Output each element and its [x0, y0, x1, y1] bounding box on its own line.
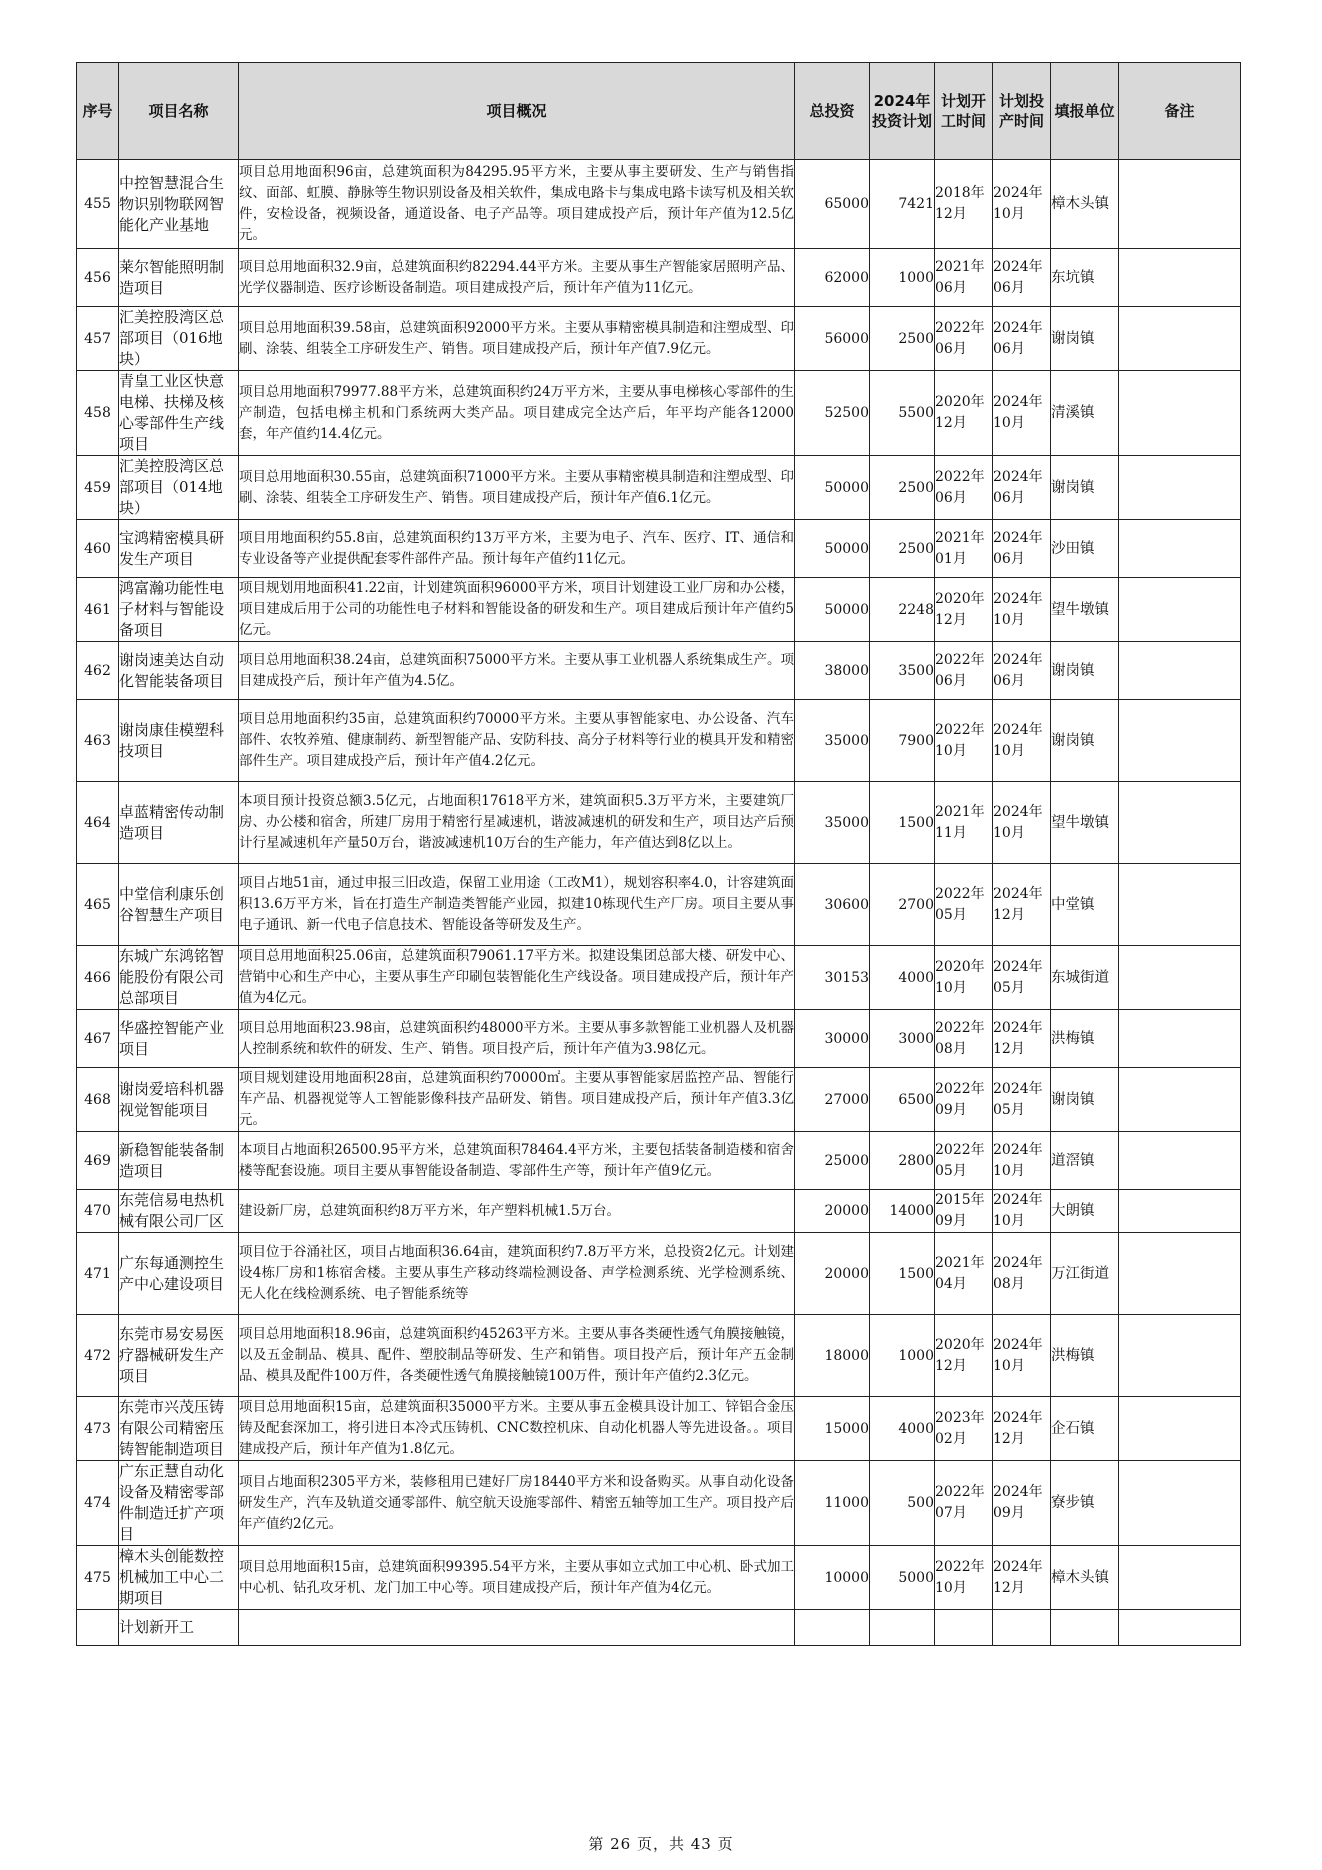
header-start: 计划开工时间 — [935, 63, 993, 160]
planned-start: 2022年10月 — [935, 700, 993, 782]
planned-production: 2024年06月 — [993, 307, 1051, 371]
total-investment: 56000 — [795, 307, 870, 371]
table-row — [77, 307, 1241, 371]
project-description: 项目占地51亩，通过申报三旧改造，保留工业用途（工改M1），规划容积率4.0，计容建筑面积13.6万平方米，旨在打造生产制造类智能产业园，拟建10栋现代生产厂房。项目主要从事电子通讯、新一代电子信息技术、智能设备等研发及生产。 — [239, 864, 795, 946]
remark — [1119, 1397, 1241, 1461]
planned-production: 2024年10月 — [993, 160, 1051, 249]
table-row — [77, 1461, 1241, 1546]
remark — [1119, 700, 1241, 782]
plan-2024: 1500 — [870, 1233, 935, 1315]
plan-2024: 7421 — [870, 160, 935, 249]
planned-production: 2024年05月 — [993, 1068, 1051, 1132]
reporting-unit: 谢岗镇 — [1051, 456, 1119, 520]
planned-production: 2024年12月 — [993, 1546, 1051, 1610]
row-seq: 459 — [77, 456, 119, 520]
reporting-unit: 清溪镇 — [1051, 371, 1119, 456]
planned-start: 2021年11月 — [935, 782, 993, 864]
plan-2024: 4000 — [870, 946, 935, 1010]
project-description: 项目总用地面积15亩，总建筑面积35000平方米。主要从事五金模具设计加工、锌铝合金压铸及配套深加工，将引进日本冷式压铸机、CNC数控机床、自动化机器人等先进设备。。项目建成投产后，预计年产值为1.8亿元。 — [239, 1397, 795, 1461]
planned-production: 2024年10月 — [993, 700, 1051, 782]
project-name: 东莞市兴茂压铸有限公司精密压铸智能制造项目 — [119, 1397, 239, 1461]
plan-2024: 2500 — [870, 456, 935, 520]
planned-production: 2024年10月 — [993, 782, 1051, 864]
planned-production: 2024年06月 — [993, 456, 1051, 520]
table-row — [77, 1190, 1241, 1233]
header-unit: 填报单位 — [1051, 63, 1119, 160]
plan-2024: 2800 — [870, 1132, 935, 1190]
table-row — [77, 700, 1241, 782]
reporting-unit: 东城街道 — [1051, 946, 1119, 1010]
project-name: 莱尔智能照明制造项目 — [119, 249, 239, 307]
remark — [1119, 520, 1241, 578]
remark — [1119, 1315, 1241, 1397]
table-row — [77, 1315, 1241, 1397]
reporting-unit: 樟木头镇 — [1051, 1546, 1119, 1610]
remark — [1119, 1068, 1241, 1132]
row-seq: 472 — [77, 1315, 119, 1397]
reporting-unit: 企石镇 — [1051, 1397, 1119, 1461]
header-invest: 总投资 — [795, 63, 870, 160]
planned-start: 2022年05月 — [935, 1132, 993, 1190]
table-row — [77, 642, 1241, 700]
remark — [1119, 249, 1241, 307]
project-description: 项目总用地面积约35亩，总建筑面积约70000平方米。主要从事智能家电、办公设备、汽车部件、农牧养殖、健康制药、新型智能产品、安防科技、高分子材料等行业的模具开发和精密部件生产。项目建成投产后，预计年产值4.2亿元。 — [239, 700, 795, 782]
planned-production: 2024年10月 — [993, 1132, 1051, 1190]
remark — [1119, 371, 1241, 456]
row-seq: 462 — [77, 642, 119, 700]
project-description: 项目用地面积约55.8亩，总建筑面积约13万平方米，主要为电子、汽车、医疗、IT、通信和专业设备等产业提供配套零件部件产品。预计每年产值约11亿元。 — [239, 520, 795, 578]
project-description: 项目总用地面积79977.88平方米，总建筑面积约24万平方米，主要从事电梯核心零部件的生产制造，包括电梯主机和门系统两大类产品。项目建成完全达产后，年平均产能各12000套，年产值约14.4亿元。 — [239, 371, 795, 456]
project-description: 项目总用地面积25.06亩，总建筑面积79061.17平方米。拟建设集团总部大楼、研发中心、营销中心和生产中心，主要从事生产印刷包装智能化生产线设备。项目建成投产后，预计年产值为4亿元。 — [239, 946, 795, 1010]
total-investment: 30000 — [795, 1010, 870, 1068]
planned-start: 2021年06月 — [935, 249, 993, 307]
project-name: 广东每通测控生产中心建设项目 — [119, 1233, 239, 1315]
plan-2024: 14000 — [870, 1190, 935, 1233]
plan-2024: 1000 — [870, 1315, 935, 1397]
project-name: 樟木头创能数控机械加工中心二期项目 — [119, 1546, 239, 1610]
project-name: 东莞市易安易医疗器械研发生产项目 — [119, 1315, 239, 1397]
header-prod: 计划投产时间 — [993, 63, 1051, 160]
project-description: 本项目预计投资总额3.5亿元，占地面积17618平方米，建筑面积5.3万平方米，主要建筑厂房、办公楼和宿舍，所建厂房用于精密行星减速机，谐波减速机的研发和生产，项目达产后预计行星减速机年产量50万台，谐波减速机10万台的生产能力，年产值达到8亿以上。 — [239, 782, 795, 864]
reporting-unit: 万江街道 — [1051, 1233, 1119, 1315]
project-description: 项目总用地面积30.55亩，总建筑面积71000平方米。主要从事精密模具制造和注塑成型、印刷、涂装、组装全工序研发生产、销售。项目建成投产后，预计年产值6.1亿元。 — [239, 456, 795, 520]
project-description: 项目总用地面积32.9亩，总建筑面积约82294.44平方米。主要从事生产智能家居照明产品、光学仪器制造、医疗诊断设备制造。项目建成投产后，预计年产值为11亿元。 — [239, 249, 795, 307]
remark — [1119, 307, 1241, 371]
project-name: 华盛控智能产业项目 — [119, 1010, 239, 1068]
total-investment: 30153 — [795, 946, 870, 1010]
planned-start: 2022年06月 — [935, 456, 993, 520]
planned-start: 2022年09月 — [935, 1068, 993, 1132]
project-name: 中控智慧混合生物识别物联网智能化产业基地 — [119, 160, 239, 249]
remark — [1119, 1461, 1241, 1546]
reporting-unit: 谢岗镇 — [1051, 1068, 1119, 1132]
table-row — [77, 249, 1241, 307]
project-name: 谢岗速美达自动化智能装备项目 — [119, 642, 239, 700]
project-description: 本项目占地面积26500.95平方米，总建筑面积78464.4平方米，主要包括装备制造楼和宿舍楼等配套设施。项目主要从事智能设备制造、零部件生产等，预计年产值9亿元。 — [239, 1132, 795, 1190]
reporting-unit: 谢岗镇 — [1051, 307, 1119, 371]
remark — [1119, 456, 1241, 520]
total-investment: 52500 — [795, 371, 870, 456]
row-seq: 467 — [77, 1010, 119, 1068]
project-description: 项目占地面积2305平方米，装修租用已建好厂房18440平方米和设备购买。从事自动化设备研发生产，汽车及轨道交通零部件、航空航天设施零部件、精密五轴等加工生产。项目投产后年产值约2亿元。 — [239, 1461, 795, 1546]
planned-start: 2020年12月 — [935, 371, 993, 456]
table-header-row — [77, 63, 1241, 160]
plan-2024: 3000 — [870, 1010, 935, 1068]
remark — [1119, 1132, 1241, 1190]
project-name: 青皇工业区快意电梯、扶梯及核心零部件生产线项目 — [119, 371, 239, 456]
plan-2024: 1000 — [870, 249, 935, 307]
total-investment: 18000 — [795, 1315, 870, 1397]
planned-production: 2024年06月 — [993, 249, 1051, 307]
remark — [1119, 1233, 1241, 1315]
total-investment: 38000 — [795, 642, 870, 700]
row-seq: 468 — [77, 1068, 119, 1132]
total-investment: 65000 — [795, 160, 870, 249]
remark — [1119, 1010, 1241, 1068]
remark — [1119, 946, 1241, 1010]
table-row — [77, 946, 1241, 1010]
planned-start: 2015年09月 — [935, 1190, 993, 1233]
planned-production: 2024年10月 — [993, 1190, 1051, 1233]
total-investment: 50000 — [795, 456, 870, 520]
row-seq: 473 — [77, 1397, 119, 1461]
project-name: 中堂信利康乐创谷智慧生产项目 — [119, 864, 239, 946]
reporting-unit: 谢岗镇 — [1051, 700, 1119, 782]
plan-2024: 500 — [870, 1461, 935, 1546]
project-description: 项目总用地面积38.24亩，总建筑面积75000平方米。主要从事工业机器人系统集成生产。项目建成投产后，预计年产值为4.5亿。 — [239, 642, 795, 700]
planned-production: 2024年06月 — [993, 520, 1051, 578]
plan-2024: 4000 — [870, 1397, 935, 1461]
table-row — [77, 456, 1241, 520]
header-desc: 项目概况 — [239, 63, 795, 160]
reporting-unit: 望牛墩镇 — [1051, 782, 1119, 864]
reporting-unit: 寮步镇 — [1051, 1461, 1119, 1546]
planned-start: 2022年07月 — [935, 1461, 993, 1546]
table-row — [77, 864, 1241, 946]
project-description: 项目总用地面积39.58亩，总建筑面积92000平方米。主要从事精密模具制造和注塑成型、印刷、涂装、组装全工序研发生产、销售。项目建成投产后，预计年产值7.9亿元。 — [239, 307, 795, 371]
planned-start: 2020年12月 — [935, 1315, 993, 1397]
total-investment: 50000 — [795, 578, 870, 642]
row-seq: 471 — [77, 1233, 119, 1315]
row-seq: 458 — [77, 371, 119, 456]
reporting-unit: 大朗镇 — [1051, 1190, 1119, 1233]
remark — [1119, 1190, 1241, 1233]
project-name: 东莞信易电热机械有限公司厂区 — [119, 1190, 239, 1233]
planned-production: 2024年10月 — [993, 1315, 1051, 1397]
planned-start: 2020年10月 — [935, 946, 993, 1010]
total-investment: 20000 — [795, 1233, 870, 1315]
project-name: 汇美控股湾区总部项目（016地块） — [119, 307, 239, 371]
plan-2024: 2248 — [870, 578, 935, 642]
total-investment: 35000 — [795, 782, 870, 864]
plan-2024: 2500 — [870, 307, 935, 371]
project-name: 卓蓝精密传动制造项目 — [119, 782, 239, 864]
plan-2024: 3500 — [870, 642, 935, 700]
row-seq: 463 — [77, 700, 119, 782]
planned-production: 2024年10月 — [993, 371, 1051, 456]
reporting-unit: 沙田镇 — [1051, 520, 1119, 578]
planned-start: 2022年10月 — [935, 1546, 993, 1610]
header-plan2024: 2024年投资计划 — [870, 63, 935, 160]
table-row — [77, 1546, 1241, 1610]
total-investment: 20000 — [795, 1190, 870, 1233]
project-name: 鸿富瀚功能性电子材料与智能设备项目 — [119, 578, 239, 642]
total-investment: 30600 — [795, 864, 870, 946]
project-name: 宝鸿精密模具研发生产项目 — [119, 520, 239, 578]
reporting-unit: 谢岗镇 — [1051, 642, 1119, 700]
reporting-unit: 道滘镇 — [1051, 1132, 1119, 1190]
project-description: 项目总用地面积23.98亩，总建筑面积约48000平方米。主要从事多款智能工业机器人及机器人控制系统和软件的研发、生产、销售。项目投产后，预计年产值为3.98亿元。 — [239, 1010, 795, 1068]
table-row — [77, 782, 1241, 864]
project-name: 新稳智能装备制造项目 — [119, 1132, 239, 1190]
section-label: 计划新开工 — [119, 1610, 239, 1646]
header-remark: 备注 — [1119, 63, 1241, 160]
planned-start: 2020年12月 — [935, 578, 993, 642]
planned-start: 2022年06月 — [935, 307, 993, 371]
row-seq: 469 — [77, 1132, 119, 1190]
table-row — [77, 1233, 1241, 1315]
row-seq: 466 — [77, 946, 119, 1010]
plan-2024: 5000 — [870, 1546, 935, 1610]
planned-production: 2024年09月 — [993, 1461, 1051, 1546]
page-number: 第 26 页，共 43 页 — [588, 1835, 734, 1853]
row-seq: 455 — [77, 160, 119, 249]
row-seq: 457 — [77, 307, 119, 371]
planned-production: 2024年12月 — [993, 1010, 1051, 1068]
project-description: 项目规划建设用地面积28亩，总建筑面积约70000㎡。主要从事智能家居监控产品、智能行车产品、机器视觉等人工智能影像科技产品研发、销售。项目建成投产后，预计年产值3.3亿元。 — [239, 1068, 795, 1132]
remark — [1119, 578, 1241, 642]
project-name: 谢岗爱培科机器视觉智能项目 — [119, 1068, 239, 1132]
project-description: 项目规划用地面积41.22亩，计划建筑面积96000平方米，项目计划建设工业厂房和办公楼，项目建成后用于公司的功能性电子材料和智能设备的研发和生产。项目建成后预计年产值约5亿元。 — [239, 578, 795, 642]
planned-production: 2024年12月 — [993, 1397, 1051, 1461]
total-investment: 35000 — [795, 700, 870, 782]
project-description: 项目位于谷涌社区，项目占地面积36.64亩，建筑面积约7.8万平方米，总投资2亿元。计划建设4栋厂房和1栋宿舍楼。主要从事生产移动终端检测设备、声学检测系统、光学检测系统、无人化在线检测系统、电子智能系统等 — [239, 1233, 795, 1315]
reporting-unit: 洪梅镇 — [1051, 1315, 1119, 1397]
total-investment: 25000 — [795, 1132, 870, 1190]
project-description: 项目总用地面积96亩，总建筑面积为84295.95平方米，主要从事主要研发、生产与销售指纹、面部、虹膜、静脉等生物识别设备及相关软件，集成电路卡与集成电路卡读写机及相关软件，安检设备，视频设备，通道设备、电子产品等。项目建成投产后，预计年产值为12.5亿元。 — [239, 160, 795, 249]
table-row — [77, 1132, 1241, 1190]
reporting-unit: 望牛墩镇 — [1051, 578, 1119, 642]
table-row — [77, 1010, 1241, 1068]
plan-2024: 7900 — [870, 700, 935, 782]
table-row — [77, 578, 1241, 642]
row-seq: 460 — [77, 520, 119, 578]
row-seq: 470 — [77, 1190, 119, 1233]
row-seq: 461 — [77, 578, 119, 642]
row-seq: 465 — [77, 864, 119, 946]
plan-2024: 6500 — [870, 1068, 935, 1132]
remark — [1119, 642, 1241, 700]
row-seq: 456 — [77, 249, 119, 307]
row-seq: 474 — [77, 1461, 119, 1546]
table-row — [77, 160, 1241, 249]
project-description: 项目总用地面积18.96亩，总建筑面积约45263平方米。主要从事各类硬性透气角膜接触镜，以及五金制品、模具、配件、塑胶制品等研发、生产和销售。项目投产后，预计年产五金制品、模具及配件100万件，各类硬性透气角膜接触镜100万件，预计年产值约2.3亿元。 — [239, 1315, 795, 1397]
planned-start: 2018年12月 — [935, 160, 993, 249]
row-seq: 475 — [77, 1546, 119, 1610]
row-seq: 464 — [77, 782, 119, 864]
planned-production: 2024年12月 — [993, 864, 1051, 946]
header-seq: 序号 — [77, 63, 119, 160]
planned-production: 2024年08月 — [993, 1233, 1051, 1315]
project-description: 建设新厂房，总建筑面积约8万平方米，年产塑料机械1.5万台。 — [239, 1190, 795, 1233]
remark — [1119, 864, 1241, 946]
project-description: 项目总用地面积15亩，总建筑面积99395.54平方米，主要从事如立式加工中心机、卧式加工中心机、钻孔攻牙机、龙门加工中心等。项目建成投产后，预计年产值为4亿元。 — [239, 1546, 795, 1610]
total-investment: 62000 — [795, 249, 870, 307]
section-row — [77, 1610, 1241, 1646]
remark — [1119, 782, 1241, 864]
project-name: 广东正慧自动化设备及精密零部件制造迁扩产项目 — [119, 1461, 239, 1546]
project-name: 谢岗康佳模塑科技项目 — [119, 700, 239, 782]
planned-start: 2023年02月 — [935, 1397, 993, 1461]
planned-start: 2022年08月 — [935, 1010, 993, 1068]
reporting-unit: 洪梅镇 — [1051, 1010, 1119, 1068]
planned-production: 2024年06月 — [993, 642, 1051, 700]
table-row — [77, 1068, 1241, 1132]
reporting-unit: 中堂镇 — [1051, 864, 1119, 946]
table-body — [77, 160, 1241, 1610]
planned-start: 2021年04月 — [935, 1233, 993, 1315]
total-investment: 50000 — [795, 520, 870, 578]
remark — [1119, 1546, 1241, 1610]
planned-start: 2021年01月 — [935, 520, 993, 578]
table-row — [77, 371, 1241, 456]
project-name: 东城广东鸿铭智能股份有限公司总部项目 — [119, 946, 239, 1010]
plan-2024: 1500 — [870, 782, 935, 864]
table-row — [77, 1397, 1241, 1461]
planned-production: 2024年05月 — [993, 946, 1051, 1010]
reporting-unit: 东坑镇 — [1051, 249, 1119, 307]
planned-start: 2022年06月 — [935, 642, 993, 700]
remark — [1119, 160, 1241, 249]
planned-start: 2022年05月 — [935, 864, 993, 946]
plan-2024: 2500 — [870, 520, 935, 578]
total-investment: 27000 — [795, 1068, 870, 1132]
planned-production: 2024年10月 — [993, 578, 1051, 642]
project-table — [76, 62, 1241, 1646]
table-row — [77, 520, 1241, 578]
project-name: 汇美控股湾区总部项目（014地块） — [119, 456, 239, 520]
plan-2024: 2700 — [870, 864, 935, 946]
total-investment: 10000 — [795, 1546, 870, 1610]
header-name: 项目名称 — [119, 63, 239, 160]
reporting-unit: 樟木头镇 — [1051, 160, 1119, 249]
total-investment: 15000 — [795, 1397, 870, 1461]
total-investment: 11000 — [795, 1461, 870, 1546]
plan-2024: 5500 — [870, 371, 935, 456]
